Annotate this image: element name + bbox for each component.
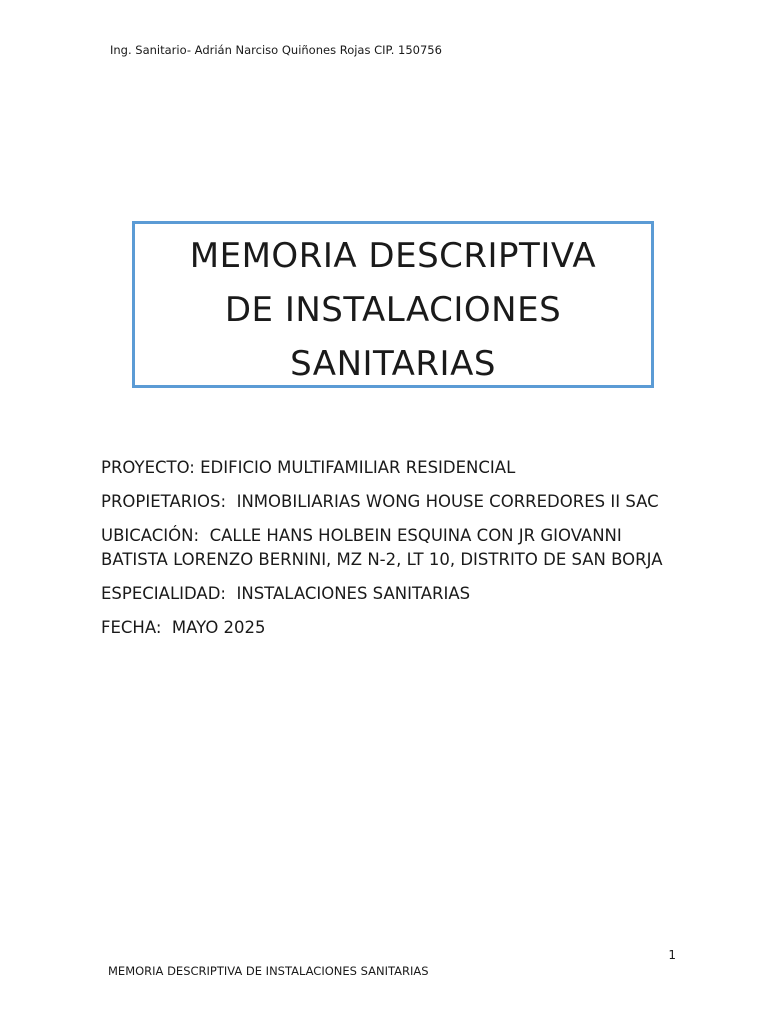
fecha-label: FECHA: xyxy=(101,618,162,637)
page-header: Ing. Sanitario- Adrián Narciso Quiñones Rojas CIP. 150756 xyxy=(110,43,442,57)
ubicacion-label: UBICACIÓN: xyxy=(101,526,200,545)
page-footer: MEMORIA DESCRIPTIVA DE INSTALACIONES SANITARIAS xyxy=(108,964,429,978)
ubicacion-value-line-1: CALLE HANS HOLBEIN ESQUINA CON JR GIOVANNI xyxy=(209,526,622,545)
title-line-2: DE INSTALACIONES xyxy=(224,290,562,330)
page-number: 1 xyxy=(668,948,676,962)
especialidad-label: ESPECIALIDAD: xyxy=(101,584,226,603)
project-info xyxy=(101,456,721,650)
propietarios-value: INMOBILIARIAS WONG HOUSE CORREDORES II SAC xyxy=(236,492,659,511)
proyecto-value: EDIFICIO MULTIFAMILIAR RESIDENCIAL xyxy=(200,458,516,477)
especialidad-row xyxy=(101,582,721,606)
proyecto-label: PROYECTO: xyxy=(101,458,195,477)
title-box xyxy=(132,221,654,388)
fecha-row xyxy=(101,616,721,640)
ubicacion-value-line-2: BATISTA LORENZO BERNINI, MZ N-2, LT 10, DISTRITO DE SAN BORJA xyxy=(101,550,663,569)
ubicacion-row xyxy=(101,524,721,572)
fecha-value: MAYO 2025 xyxy=(171,618,266,637)
especialidad-value: INSTALACIONES SANITARIAS xyxy=(236,584,471,603)
title-line-3: SANITARIAS xyxy=(290,344,496,384)
title-line-1: MEMORIA DESCRIPTIVA xyxy=(189,236,597,276)
propietarios-label: PROPIETARIOS: xyxy=(101,492,227,511)
proyecto-row xyxy=(101,456,721,480)
propietarios-row xyxy=(101,490,721,514)
